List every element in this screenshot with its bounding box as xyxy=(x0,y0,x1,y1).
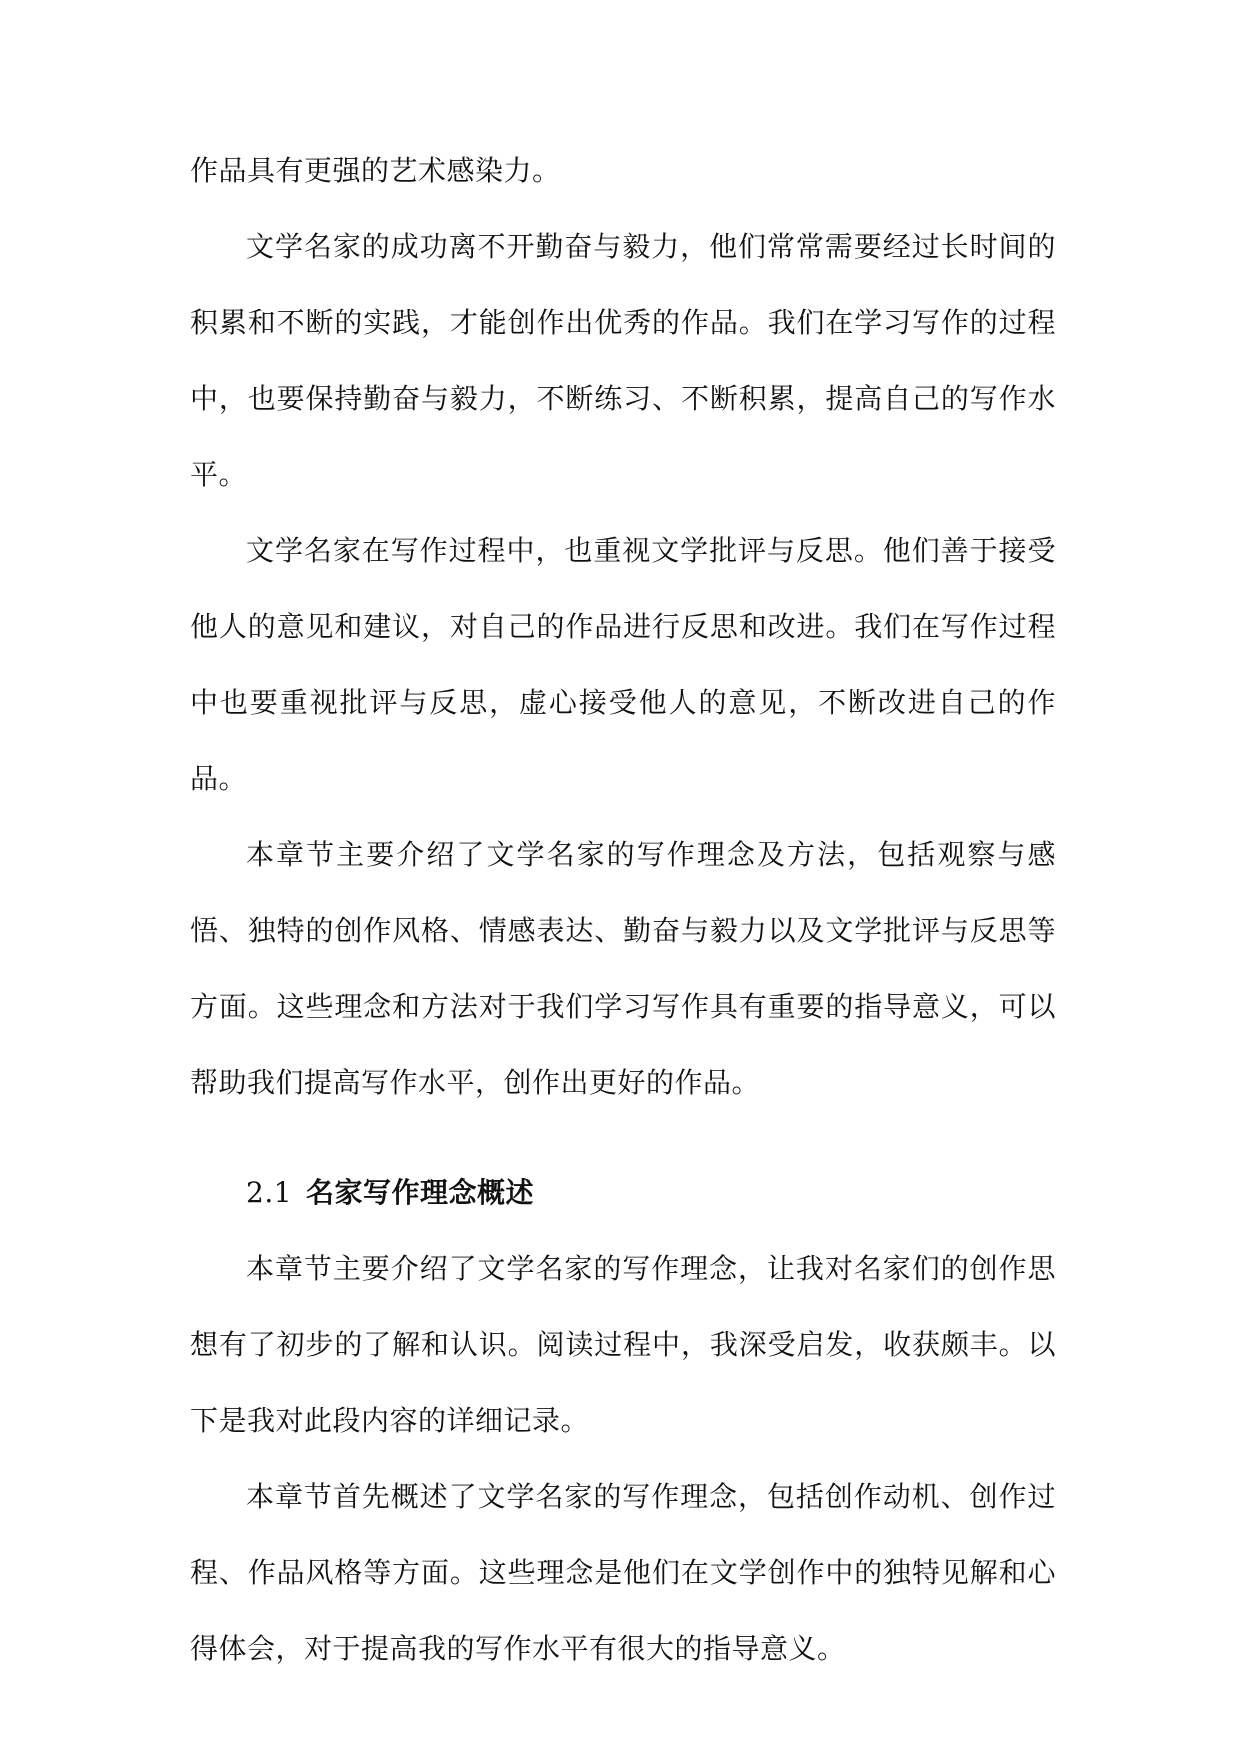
paragraph-chapter-summary: 本章节主要介绍了文学名家的写作理念及方法，包括观察与感悟、独特的创作风格、情感表达、勤奋与毅力以及文学批评与反思等方面。这些理念和方法对于我们学习写作具有重要的指导意义，可以帮助我们提高写作水平，创作出更好的作品。 xyxy=(190,838,1056,1099)
paragraph-criticism: 文学名家在写作过程中，也重视文学批评与反思。他们善于接受他人的意见和建议，对自己的作品进行反思和改进。我们在写作过程中也要重视批评与反思，虚心接受他人的意见，不断改进自己的作品。 xyxy=(190,534,1056,795)
section-title: 名家写作理念概述 xyxy=(306,1176,535,1209)
section-heading xyxy=(190,1155,1056,1231)
section-number: 2.1 xyxy=(246,1176,293,1209)
paragraph-diligence: 文学名家的成功离不开勤奋与毅力，他们常常需要经过长时间的积累和不断的实践，才能创作出优秀的作品。我们在学习写作的过程中，也要保持勤奋与毅力，不断练习、不断积累，提高自己的写作水平。 xyxy=(190,230,1056,491)
paragraph-overview: 本章节首先概述了文学名家的写作理念，包括创作动机、创作过程、作品风格等方面。这些理念是他们在文学创作中的独特见解和心得体会，对于提高我的写作水平有很大的指导意义。 xyxy=(190,1480,1056,1665)
paragraph-continuation: 作品具有更强的艺术感染力。 xyxy=(190,154,561,187)
paragraph-intro: 本章节主要介绍了文学名家的写作理念，让我对名家们的创作思想有了初步的了解和认识。阅读过程中，我深受启发，收获颇丰。以下是我对此段内容的详细记录。 xyxy=(190,1252,1056,1437)
document-page xyxy=(190,133,1056,1687)
